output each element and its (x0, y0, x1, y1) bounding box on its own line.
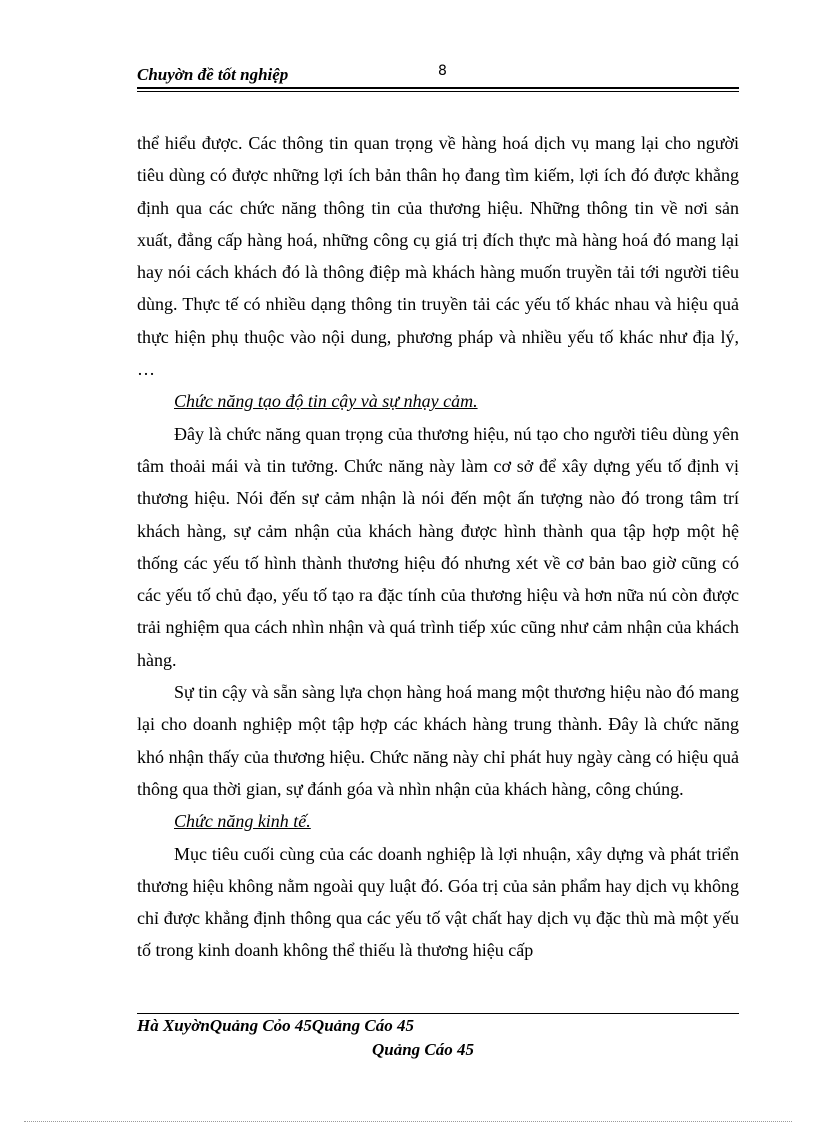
paragraph: Mục tiêu cuối cùng của các doanh nghiệp là lợi nhuận, xây dựng và phát triển thương hiệu không nằm ngoài quy luật đó. Góa trị của sản phẩm hay dịch vụ không chỉ được khẳng định thông qua các yếu tố vật chất hay dịch vụ đặc thù mà một yếu tố trong kinh doanh không thể thiếu là thương hiệu cấp (137, 843, 739, 961)
header-title: Chuyờn đề tốt nghiệp (137, 65, 289, 84)
body-text (137, 127, 739, 967)
page-number: 8 (438, 63, 447, 79)
paragraph: Đây là chức năng quan trọng của thương hiệu, nú tạo cho người tiêu dùng yên tâm thoải mái và tin tưởng. Chức năng này làm cơ sở để xây dựng yếu tố định vị thương hiệu. Nói đến sự cảm nhận là nói đến một ấn tượng nào đó trong tâm trí khách hàng, sự cảm nhận của khách hàng được hình thành qua tập hợp một hệ thống các yếu tố hình thành thương hiệu đó nhưng xét về cơ bản bao giờ cũng có các yếu tố chủ đạo, yếu tố tạo ra đặc tính của thương hiệu và hơn nữa nú còn được trải nghiệm qua cách nhìn nhận và quá trình tiếp xúc cũng như cảm nhận của khách hàng. (137, 423, 739, 670)
paragraph: thể hiểu được. Các thông tin quan trọng về hàng hoá dịch vụ mang lại cho người tiêu dùng có được những lợi ích bản thân họ đang tìm kiếm, lợi ích đó được khẳng định qua các chức năng thông tin của thương hiệu. Những thông tin về nơi sản xuất, đẳng cấp hàng hoá, những công cụ giá trị đích thực mà hàng hoá đó mang lại hay nói cách khách đó là thông điệp mà khách hàng muốn truyền tải tới người tiêu dùng. Thực tế có nhiều dạng thông tin truyền tải các yếu tố khác nhau và hiệu quả thực hiện phụ thuộc vào nội dung, phương pháp và nhiều yếu tố khác như địa lý, … (137, 133, 739, 380)
page-edge (24, 1121, 792, 1122)
footer-rule (137, 1013, 739, 1014)
footer-line-2: Quảng Cáo 45 (372, 1040, 475, 1059)
section-heading: Chức năng tạo độ tin cậy và sự nhạy cảm. (174, 391, 478, 412)
section-heading: Chức năng kinh tế. (174, 811, 311, 832)
paragraph: Sự tin cậy và sẵn sàng lựa chọn hàng hoá mang một thương hiệu nào đó mang lại cho doanh nghiệp một tập hợp các khách hàng trung thành. Đây là chức năng khó nhận thấy của thương hiệu. Chức năng này chỉ phát huy ngày càng có hiệu quả thông qua thời gian, sự đánh góa và nhìn nhận của khách hàng, công chúng. (137, 682, 739, 799)
page-header (137, 64, 739, 88)
footer-line-1: Hà XuyờnQuảng Cỏo 45Quảng Cáo 45 (137, 1016, 414, 1035)
header-rule-thick (137, 87, 739, 89)
header-rule-thin (137, 91, 739, 92)
